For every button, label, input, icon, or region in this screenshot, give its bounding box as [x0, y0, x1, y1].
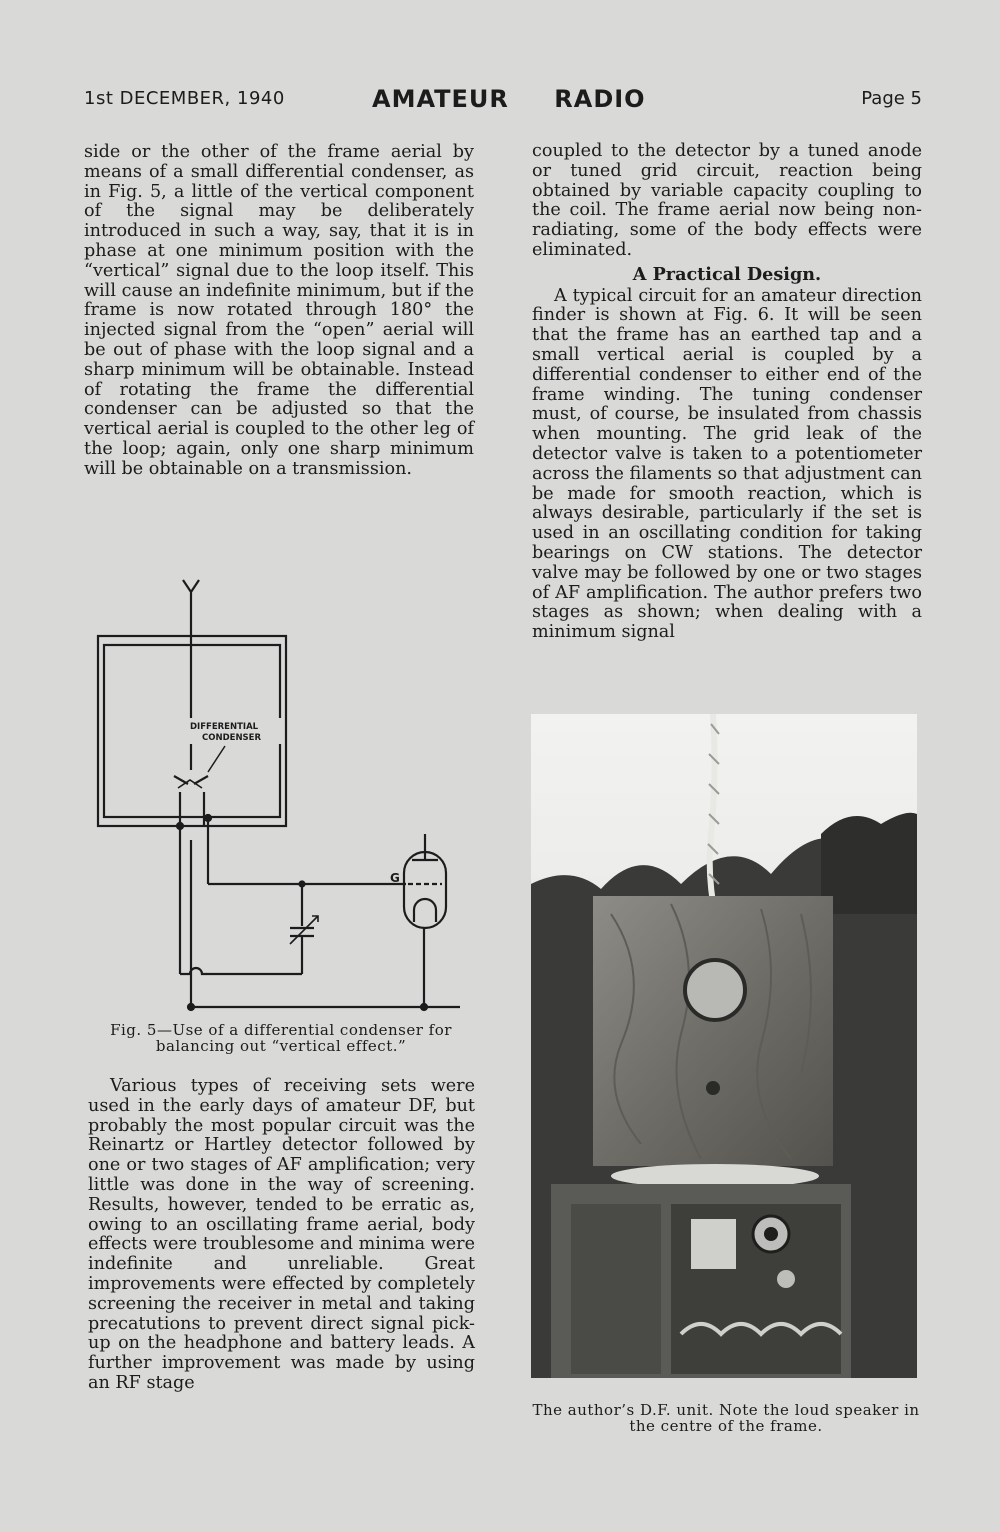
label-condenser: CONDENSER: [202, 733, 262, 743]
magazine-title: AMATEUR RADIO: [372, 85, 646, 113]
antenna-icon: [183, 580, 199, 630]
fig5-caption: Fig. 5—Use of a differential condenser for balancing out “vertical effect.”: [110, 1021, 452, 1055]
variable-condenser-arrow: [290, 916, 318, 944]
left-column-text-top: [84, 143, 474, 480]
section-heading: A Practical Design.: [632, 263, 822, 285]
paragraph: Various types of receiving sets were used in the early days of amateur DF, but probably the most popular circuit was the Reinartz or Hartley detector followed by one or two stages of AF amplification; very little was done in the way of screening. Results, however, tended to be erratic as, owing to an oscillating frame aerial, body effects were troublesome and minima were indefinite and unreliable. Great improvements were effected by completely screening the receiver in metal and taking precatutions to prevent direct signal pick-up on the headphone and battery leads. A further improvement was made by using an RF stage: [88, 1076, 475, 1393]
paragraph: side or the other of the frame aerial by means of a small differential condenser, as in Fig. 5, a little of the vertical component of the signal may be deliberately introduced in such a way, say, that it is in phase at one minimum position with the “vertical” signal due to the loop itself. This will cause an indefinite minimum, but if the frame is now rotated through 180° the injected signal from the “open” aerial will be out of phase with the loop signal and a sharp minimum will be obtainable. Instead of rotating the frame the differential condenser can be adjusted so that the vertical aerial is coupled to the other leg of the loop; again, only one sharp minimum will be obtainable on a transmission.: [84, 142, 474, 479]
page-number: Page 5: [861, 88, 922, 109]
fig5-circuit-diagram: [90, 570, 470, 1025]
right-column-text: [532, 142, 922, 643]
valve-icon: [404, 852, 446, 928]
label-grid: G: [390, 871, 400, 885]
issue-date: 1st DECEMBER, 1940: [84, 88, 285, 109]
paragraph: coupled to the detector by a tuned anode or tuned grid circuit, reaction being obtained by variable capacity coupling to the coil. The frame aerial now being non-radiating, some of the body effects were eliminated.: [532, 141, 922, 260]
df-unit-photo: [531, 714, 917, 1378]
label-differential: DIFFERENTIAL: [190, 722, 259, 732]
speaker-hole: [685, 960, 745, 1020]
paragraph: A typical circuit for an amateur direction finder is shown at Fig. 6. It will be seen that the frame has an earthed tap and a small vertical aerial is coupled by a differential condenser to either end of the frame winding. The tuning condenser must, of course, be insulated from chassis when mounting. The grid leak of the detector valve is taken to a potentiometer across the filaments so that adjustment can be made for smooth reaction, which is always desirable, particularly if the set is used in an oscillating condition for taking bearings on CW stations. The detector valve may be followed by one or two stages of AF amplification. The author prefers two stages as shown; when dealing with a minimum signal: [532, 285, 922, 643]
photo-caption: The author’s D.F. unit. Note the loud speaker in the centre of the frame.: [532, 1401, 920, 1435]
left-column-text-bottom: [88, 1077, 475, 1394]
